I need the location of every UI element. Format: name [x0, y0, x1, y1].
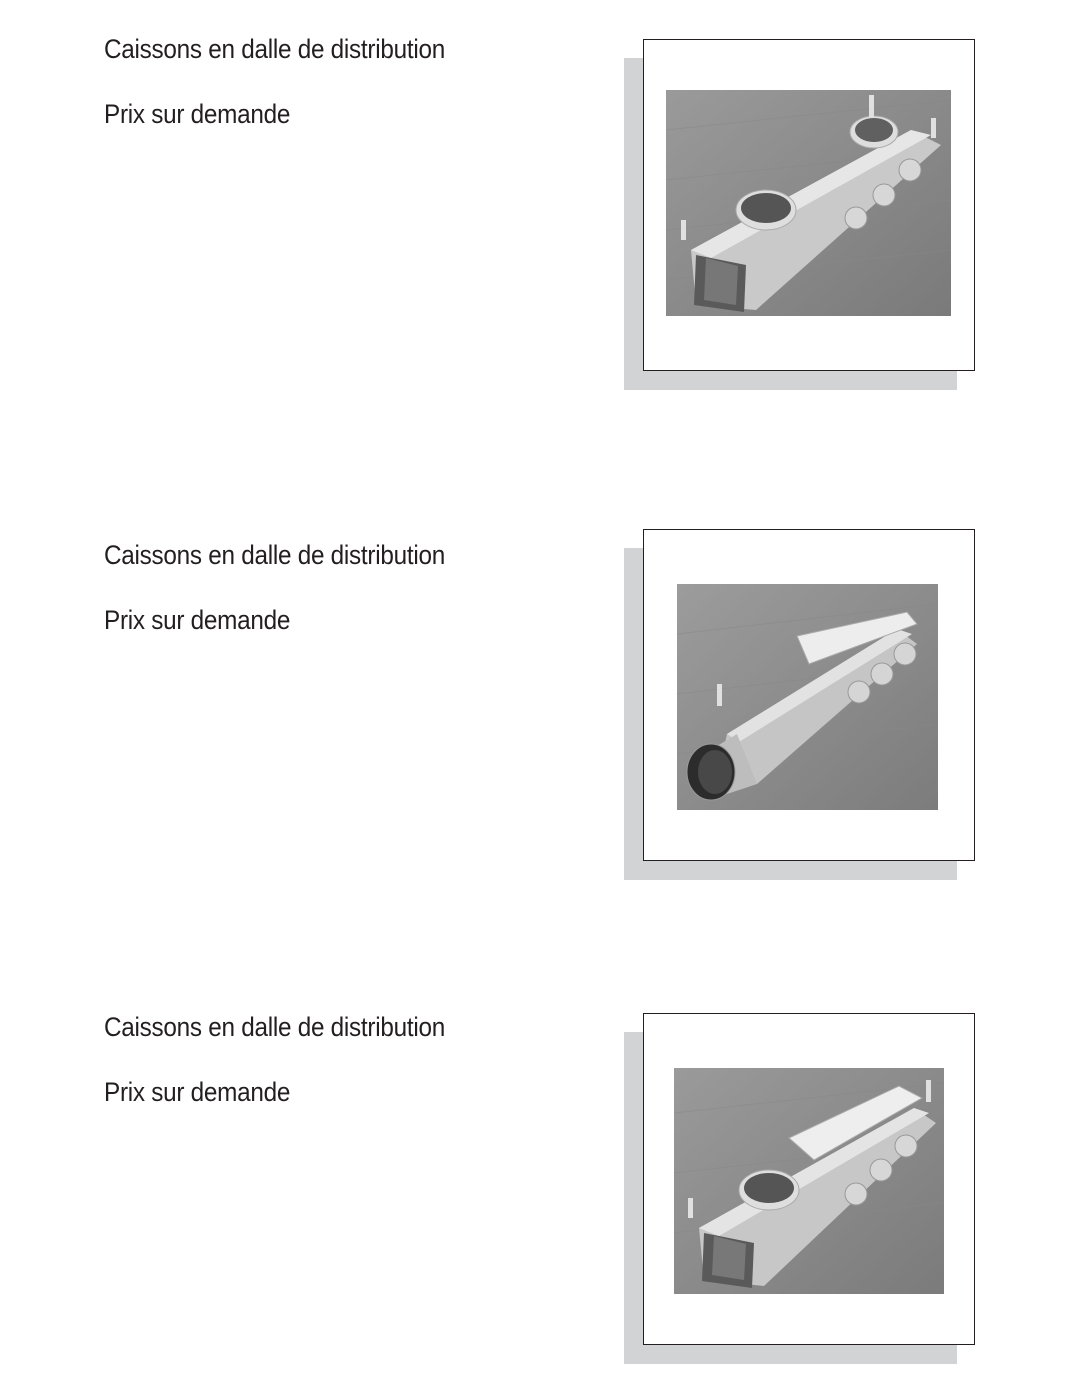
product-name: Caissons en dalle de distribution — [104, 34, 445, 64]
product-name: Caissons en dalle de distribution — [104, 1012, 445, 1042]
product-entry-1 — [0, 34, 1080, 394]
product-price: Prix sur demande — [104, 1077, 291, 1107]
image-frame — [643, 1013, 975, 1345]
product-price: Prix sur demande — [104, 99, 291, 129]
distribution-box-photo — [677, 584, 938, 810]
product-entry-2 — [0, 540, 1080, 900]
distribution-box-photo — [666, 90, 951, 316]
distribution-box-photo — [674, 1068, 944, 1294]
product-price: Prix sur demande — [104, 605, 291, 635]
image-frame — [643, 529, 975, 861]
product-entry-3 — [0, 1012, 1080, 1372]
image-frame — [643, 39, 975, 371]
product-name: Caissons en dalle de distribution — [104, 540, 445, 570]
